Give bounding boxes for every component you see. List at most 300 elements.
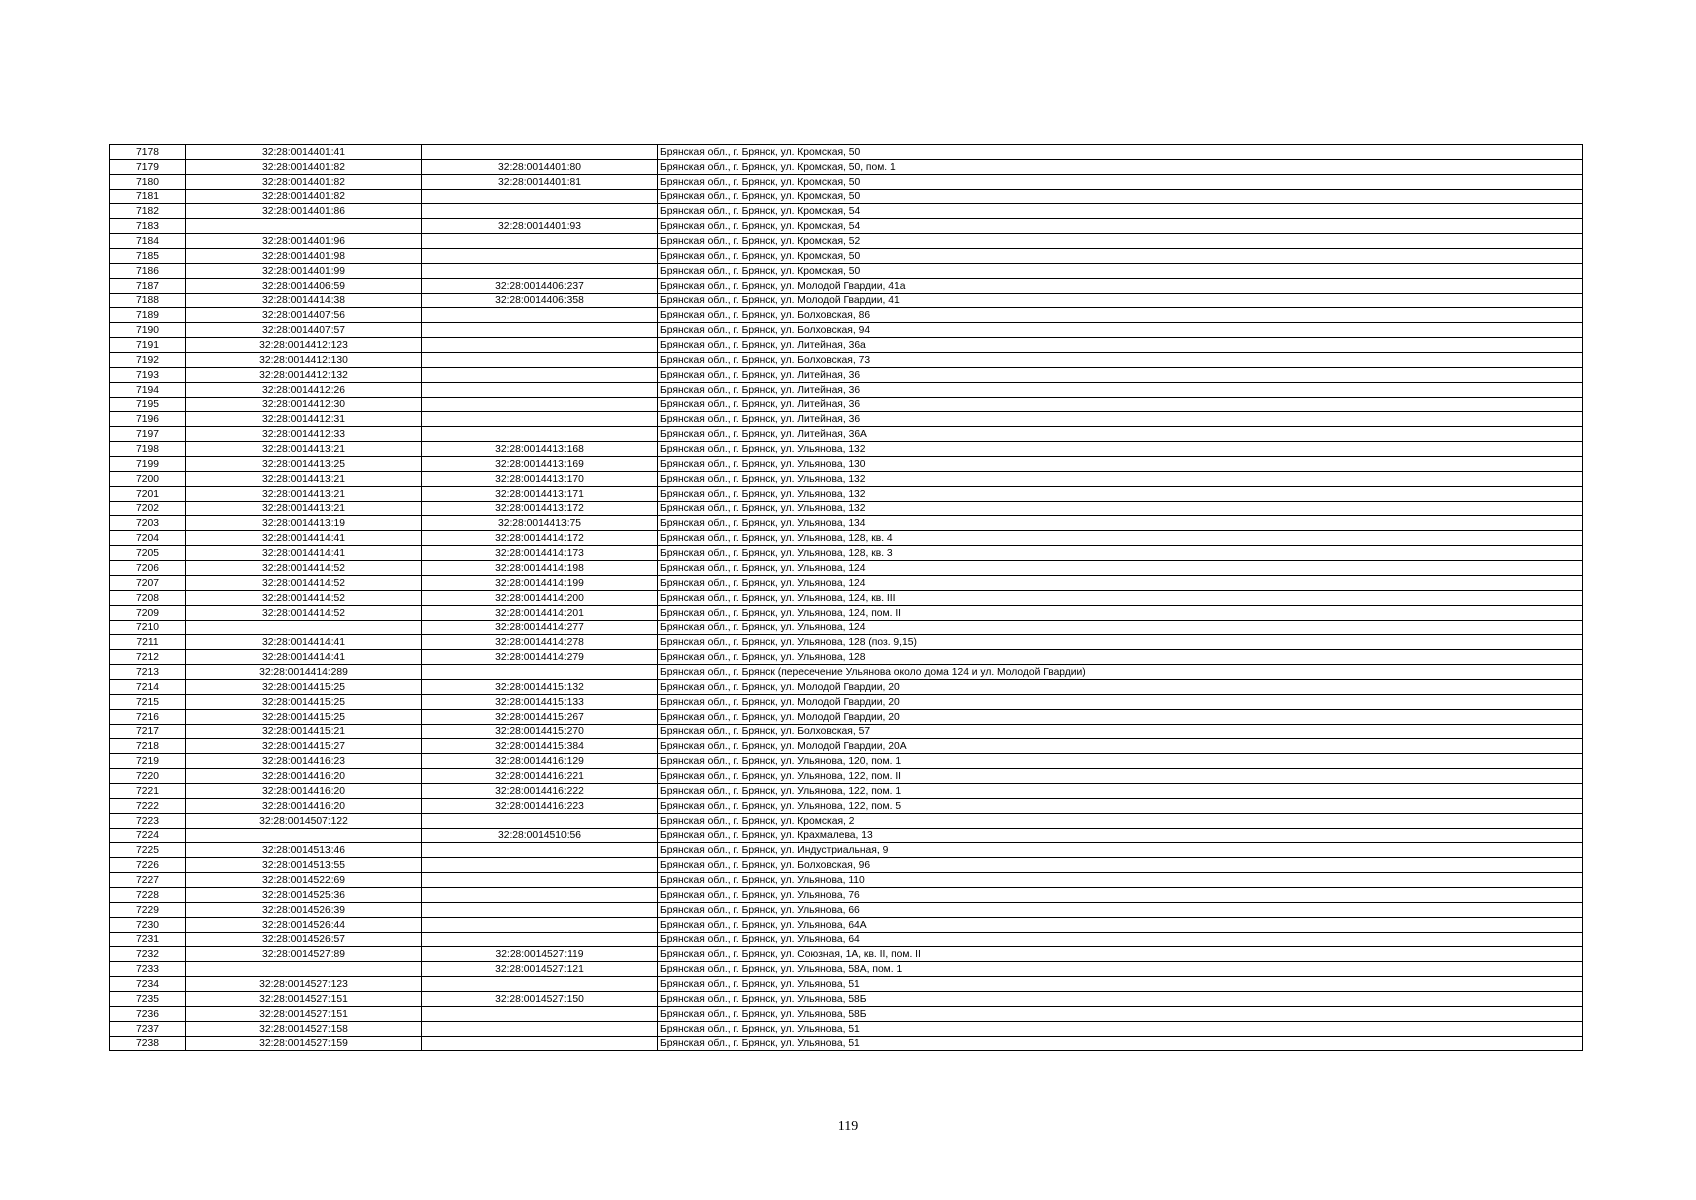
table-row [110, 605, 1583, 620]
row-number-cell: 7215 [110, 694, 186, 709]
address-cell: Брянская обл., г. Брянск, ул. Ульянова, 120, пом. 1 [658, 754, 1583, 769]
row-number-cell: 7216 [110, 709, 186, 724]
row-number-cell: 7199 [110, 457, 186, 472]
address-cell: Брянская обл., г. Брянск, ул. Ульянова, 66 [658, 902, 1583, 917]
cadastral-number-cell: 32:28:0014527:159 [186, 1036, 422, 1051]
row-number-cell: 7237 [110, 1021, 186, 1036]
cadastral-number-cell: 32:28:0014413:19 [186, 516, 422, 531]
table-row [110, 486, 1583, 501]
cadastral-number-cell: 32:28:0014401:41 [186, 145, 422, 160]
related-cadastral-number-cell [422, 427, 658, 442]
cadastral-number-cell: 32:28:0014407:57 [186, 323, 422, 338]
cadastral-number-cell: 32:28:0014522:69 [186, 873, 422, 888]
cadastral-number-cell: 32:28:0014415:21 [186, 724, 422, 739]
cadastral-number-cell: 32:28:0014525:36 [186, 887, 422, 902]
cadastral-number-cell: 32:28:0014415:25 [186, 679, 422, 694]
row-number-cell: 7220 [110, 769, 186, 784]
related-cadastral-number-cell: 32:28:0014414:198 [422, 561, 658, 576]
address-cell: Брянская обл., г. Брянск, ул. Ульянова, 124 [658, 561, 1583, 576]
address-cell: Брянская обл., г. Брянск, ул. Ульянова, 51 [658, 977, 1583, 992]
address-cell: Брянская обл., г. Брянск, ул. Литейная, 36 [658, 412, 1583, 427]
table-row [110, 991, 1583, 1006]
table-row [110, 204, 1583, 219]
cadastral-number-cell: 32:28:0014513:46 [186, 843, 422, 858]
address-cell: Брянская обл., г. Брянск, ул. Ульянова, 124 [658, 575, 1583, 590]
related-cadastral-number-cell: 32:28:0014414:278 [422, 635, 658, 650]
related-cadastral-number-cell [422, 412, 658, 427]
address-cell: Брянская обл., г. Брянск, ул. Ульянова, 58Б [658, 1006, 1583, 1021]
cadastral-number-cell: 32:28:0014412:30 [186, 397, 422, 412]
cadastral-number-cell: 32:28:0014414:289 [186, 665, 422, 680]
row-number-cell: 7211 [110, 635, 186, 650]
row-number-cell: 7230 [110, 917, 186, 932]
table-row [110, 516, 1583, 531]
address-cell: Брянская обл., г. Брянск, ул. Союзная, 1А, кв. II, пом. II [658, 947, 1583, 962]
row-number-cell: 7213 [110, 665, 186, 680]
table-body [110, 145, 1583, 1051]
address-cell: Брянская обл., г. Брянск, ул. Ульянова, 132 [658, 442, 1583, 457]
row-number-cell: 7233 [110, 962, 186, 977]
address-cell: Брянская обл., г. Брянск (пересечение Ульянова около дома 124 и ул. Молодой Гвардии) [658, 665, 1583, 680]
table-row [110, 427, 1583, 442]
row-number-cell: 7198 [110, 442, 186, 457]
table-row [110, 754, 1583, 769]
cadastral-number-cell: 32:28:0014416:20 [186, 798, 422, 813]
row-number-cell: 7234 [110, 977, 186, 992]
row-number-cell: 7205 [110, 546, 186, 561]
address-cell: Брянская обл., г. Брянск, ул. Болховская, 94 [658, 323, 1583, 338]
row-number-cell: 7209 [110, 605, 186, 620]
related-cadastral-number-cell: 32:28:0014416:222 [422, 783, 658, 798]
related-cadastral-number-cell: 32:28:0014406:237 [422, 278, 658, 293]
cadastral-number-cell: 32:28:0014413:25 [186, 457, 422, 472]
table-row [110, 471, 1583, 486]
related-cadastral-number-cell: 32:28:0014414:279 [422, 650, 658, 665]
related-cadastral-number-cell: 32:28:0014416:221 [422, 769, 658, 784]
table-row [110, 887, 1583, 902]
related-cadastral-number-cell [422, 813, 658, 828]
table-row [110, 531, 1583, 546]
related-cadastral-number-cell [422, 204, 658, 219]
related-cadastral-number-cell: 32:28:0014527:121 [422, 962, 658, 977]
table-row [110, 724, 1583, 739]
row-number-cell: 7182 [110, 204, 186, 219]
row-number-cell: 7232 [110, 947, 186, 962]
table-row [110, 145, 1583, 160]
address-cell: Брянская обл., г. Брянск, ул. Молодой Гвардии, 41а [658, 278, 1583, 293]
address-cell: Брянская обл., г. Брянск, ул. Ульянова, 124, пом. II [658, 605, 1583, 620]
address-cell: Брянская обл., г. Брянск, ул. Кромская, 54 [658, 219, 1583, 234]
table-row [110, 679, 1583, 694]
table-row [110, 739, 1583, 754]
row-number-cell: 7228 [110, 887, 186, 902]
table-row [110, 902, 1583, 917]
row-number-cell: 7226 [110, 858, 186, 873]
row-number-cell: 7202 [110, 501, 186, 516]
cadastral-number-cell: 32:28:0014413:21 [186, 471, 422, 486]
row-number-cell: 7214 [110, 679, 186, 694]
cadastral-number-cell: 32:28:0014527:151 [186, 1006, 422, 1021]
related-cadastral-number-cell: 32:28:0014416:223 [422, 798, 658, 813]
row-number-cell: 7221 [110, 783, 186, 798]
cadastral-number-cell: 32:28:0014413:21 [186, 486, 422, 501]
cadastral-number-cell: 32:28:0014401:86 [186, 204, 422, 219]
table-row [110, 813, 1583, 828]
row-number-cell: 7188 [110, 293, 186, 308]
address-cell: Брянская обл., г. Брянск, ул. Ульянова, 51 [658, 1021, 1583, 1036]
cadastral-number-cell: 32:28:0014414:41 [186, 650, 422, 665]
table-row [110, 219, 1583, 234]
row-number-cell: 7223 [110, 813, 186, 828]
table-row [110, 1006, 1583, 1021]
related-cadastral-number-cell: 32:28:0014401:93 [422, 219, 658, 234]
related-cadastral-number-cell [422, 1021, 658, 1036]
address-cell: Брянская обл., г. Брянск, ул. Ульянова, 124, кв. III [658, 590, 1583, 605]
related-cadastral-number-cell [422, 189, 658, 204]
table-row [110, 442, 1583, 457]
table-row [110, 308, 1583, 323]
related-cadastral-number-cell [422, 977, 658, 992]
table-row [110, 174, 1583, 189]
row-number-cell: 7181 [110, 189, 186, 204]
table-row [110, 338, 1583, 353]
table-row [110, 159, 1583, 174]
address-cell: Брянская обл., г. Брянск, ул. Болховская, 73 [658, 353, 1583, 368]
address-cell: Брянская обл., г. Брянск, ул. Ульянова, 132 [658, 471, 1583, 486]
related-cadastral-number-cell: 32:28:0014413:75 [422, 516, 658, 531]
table-row [110, 457, 1583, 472]
address-cell: Брянская обл., г. Брянск, ул. Ульянова, 128 (поз. 9,15) [658, 635, 1583, 650]
address-cell: Брянская обл., г. Брянск, ул. Ульянова, 130 [658, 457, 1583, 472]
cadastral-number-cell: 32:28:0014416:20 [186, 783, 422, 798]
address-cell: Брянская обл., г. Брянск, ул. Ульянова, 128, кв. 4 [658, 531, 1583, 546]
table-row [110, 412, 1583, 427]
related-cadastral-number-cell: 32:28:0014414:277 [422, 620, 658, 635]
related-cadastral-number-cell [422, 843, 658, 858]
address-cell: Брянская обл., г. Брянск, ул. Молодой Гвардии, 20 [658, 694, 1583, 709]
address-cell: Брянская обл., г. Брянск, ул. Болховская, 86 [658, 308, 1583, 323]
table-row [110, 962, 1583, 977]
related-cadastral-number-cell [422, 887, 658, 902]
address-cell: Брянская обл., г. Брянск, ул. Крахмалева, 13 [658, 828, 1583, 843]
related-cadastral-number-cell: 32:28:0014401:80 [422, 159, 658, 174]
address-cell: Брянская обл., г. Брянск, ул. Ульянова, 58А, пом. 1 [658, 962, 1583, 977]
related-cadastral-number-cell: 32:28:0014401:81 [422, 174, 658, 189]
cadastral-number-cell: 32:28:0014401:82 [186, 174, 422, 189]
table-row [110, 828, 1583, 843]
address-cell: Брянская обл., г. Брянск, ул. Болховская, 96 [658, 858, 1583, 873]
cadastral-number-cell: 32:28:0014401:98 [186, 249, 422, 264]
address-cell: Брянская обл., г. Брянск, ул. Литейная, 36 [658, 397, 1583, 412]
cadastral-number-cell: 32:28:0014526:39 [186, 902, 422, 917]
table-row [110, 665, 1583, 680]
row-number-cell: 7189 [110, 308, 186, 323]
related-cadastral-number-cell: 32:28:0014414:201 [422, 605, 658, 620]
row-number-cell: 7207 [110, 575, 186, 590]
address-cell: Брянская обл., г. Брянск, ул. Литейная, 36а [658, 338, 1583, 353]
table-row [110, 977, 1583, 992]
address-cell: Брянская обл., г. Брянск, ул. Кромская, 50 [658, 145, 1583, 160]
related-cadastral-number-cell [422, 858, 658, 873]
row-number-cell: 7179 [110, 159, 186, 174]
table-row [110, 249, 1583, 264]
row-number-cell: 7197 [110, 427, 186, 442]
cadastral-number-cell: 32:28:0014412:123 [186, 338, 422, 353]
address-cell: Брянская обл., г. Брянск, ул. Ульянова, 122, пом. 1 [658, 783, 1583, 798]
cadastral-number-cell: 32:28:0014414:52 [186, 590, 422, 605]
cadastral-number-cell: 32:28:0014407:56 [186, 308, 422, 323]
cadastral-number-cell [186, 620, 422, 635]
table-row [110, 590, 1583, 605]
row-number-cell: 7195 [110, 397, 186, 412]
related-cadastral-number-cell: 32:28:0014527:119 [422, 947, 658, 962]
related-cadastral-number-cell: 32:28:0014413:171 [422, 486, 658, 501]
related-cadastral-number-cell [422, 932, 658, 947]
address-cell: Брянская обл., г. Брянск, ул. Литейная, 36А [658, 427, 1583, 442]
table-row [110, 353, 1583, 368]
related-cadastral-number-cell [422, 382, 658, 397]
address-cell: Брянская обл., г. Брянск, ул. Кромская, 50 [658, 189, 1583, 204]
row-number-cell: 7238 [110, 1036, 186, 1051]
address-cell: Брянская обл., г. Брянск, ул. Литейная, 36 [658, 382, 1583, 397]
related-cadastral-number-cell [422, 338, 658, 353]
address-cell: Брянская обл., г. Брянск, ул. Кромская, 50 [658, 263, 1583, 278]
row-number-cell: 7184 [110, 234, 186, 249]
cadastral-number-cell: 32:28:0014526:57 [186, 932, 422, 947]
row-number-cell: 7217 [110, 724, 186, 739]
row-number-cell: 7210 [110, 620, 186, 635]
table-row [110, 501, 1583, 516]
related-cadastral-number-cell: 32:28:0014415:132 [422, 679, 658, 694]
cadastral-number-cell: 32:28:0014527:89 [186, 947, 422, 962]
table-row [110, 1021, 1583, 1036]
row-number-cell: 7178 [110, 145, 186, 160]
related-cadastral-number-cell: 32:28:0014415:267 [422, 709, 658, 724]
address-cell: Брянская обл., г. Брянск, ул. Ульянова, 64А [658, 917, 1583, 932]
table-row [110, 546, 1583, 561]
cadastral-number-cell: 32:28:0014415:27 [186, 739, 422, 754]
row-number-cell: 7218 [110, 739, 186, 754]
cadastral-number-cell: 32:28:0014416:23 [186, 754, 422, 769]
cadastral-number-cell: 32:28:0014414:41 [186, 531, 422, 546]
row-number-cell: 7190 [110, 323, 186, 338]
address-cell: Брянская обл., г. Брянск, ул. Молодой Гвардии, 20 [658, 709, 1583, 724]
related-cadastral-number-cell: 32:28:0014406:358 [422, 293, 658, 308]
related-cadastral-number-cell [422, 323, 658, 338]
address-cell: Брянская обл., г. Брянск, ул. Ульянова, 132 [658, 501, 1583, 516]
row-number-cell: 7192 [110, 353, 186, 368]
cadastral-number-cell: 32:28:0014412:31 [186, 412, 422, 427]
cadastral-number-cell: 32:28:0014415:25 [186, 709, 422, 724]
related-cadastral-number-cell: 32:28:0014414:200 [422, 590, 658, 605]
row-number-cell: 7185 [110, 249, 186, 264]
cadastral-number-cell: 32:28:0014527:158 [186, 1021, 422, 1036]
row-number-cell: 7236 [110, 1006, 186, 1021]
address-cell: Брянская обл., г. Брянск, ул. Ульянова, 110 [658, 873, 1583, 888]
row-number-cell: 7229 [110, 902, 186, 917]
related-cadastral-number-cell: 32:28:0014414:173 [422, 546, 658, 561]
row-number-cell: 7191 [110, 338, 186, 353]
cadastral-number-cell: 32:28:0014412:33 [186, 427, 422, 442]
row-number-cell: 7183 [110, 219, 186, 234]
related-cadastral-number-cell: 32:28:0014415:133 [422, 694, 658, 709]
related-cadastral-number-cell: 32:28:0014416:129 [422, 754, 658, 769]
cadastral-number-cell: 32:28:0014413:21 [186, 501, 422, 516]
table-row [110, 798, 1583, 813]
related-cadastral-number-cell: 32:28:0014413:168 [422, 442, 658, 457]
related-cadastral-number-cell: 32:28:0014415:270 [422, 724, 658, 739]
row-number-cell: 7206 [110, 561, 186, 576]
cadastral-number-cell [186, 962, 422, 977]
table-row [110, 293, 1583, 308]
address-cell: Брянская обл., г. Брянск, ул. Кромская, 50, пом. 1 [658, 159, 1583, 174]
related-cadastral-number-cell [422, 873, 658, 888]
address-cell: Брянская обл., г. Брянск, ул. Ульянова, 51 [658, 1036, 1583, 1051]
address-cell: Брянская обл., г. Брянск, ул. Ульянова, 122, пом. II [658, 769, 1583, 784]
related-cadastral-number-cell [422, 249, 658, 264]
related-cadastral-number-cell [422, 367, 658, 382]
table-row [110, 1036, 1583, 1051]
row-number-cell: 7219 [110, 754, 186, 769]
cadastral-number-cell: 32:28:0014527:123 [186, 977, 422, 992]
cadastral-number-cell: 32:28:0014412:132 [186, 367, 422, 382]
cadastral-number-cell: 32:28:0014507:122 [186, 813, 422, 828]
address-cell: Брянская обл., г. Брянск, ул. Ульянова, 76 [658, 887, 1583, 902]
related-cadastral-number-cell [422, 234, 658, 249]
row-number-cell: 7225 [110, 843, 186, 858]
cadastral-number-cell [186, 219, 422, 234]
cadastral-number-cell: 32:28:0014414:52 [186, 561, 422, 576]
row-number-cell: 7194 [110, 382, 186, 397]
table-row [110, 709, 1583, 724]
address-cell: Брянская обл., г. Брянск, ул. Молодой Гвардии, 41 [658, 293, 1583, 308]
cadastral-number-cell: 32:28:0014526:44 [186, 917, 422, 932]
row-number-cell: 7196 [110, 412, 186, 427]
cadastral-number-cell: 32:28:0014401:82 [186, 189, 422, 204]
row-number-cell: 7227 [110, 873, 186, 888]
table-row [110, 873, 1583, 888]
row-number-cell: 7231 [110, 932, 186, 947]
table-row [110, 769, 1583, 784]
page-number: 119 [837, 1119, 859, 1134]
address-cell: Брянская обл., г. Брянск, ул. Индустриальная, 9 [658, 843, 1583, 858]
cadastral-registry-table [109, 144, 1583, 1051]
table-row [110, 858, 1583, 873]
address-cell: Брянская обл., г. Брянск, ул. Ульянова, 132 [658, 486, 1583, 501]
address-cell: Брянская обл., г. Брянск, ул. Кромская, 2 [658, 813, 1583, 828]
table-row [110, 278, 1583, 293]
table-row [110, 650, 1583, 665]
table-row [110, 694, 1583, 709]
cadastral-number-cell: 32:28:0014401:99 [186, 263, 422, 278]
table-row [110, 932, 1583, 947]
address-cell: Брянская обл., г. Брянск, ул. Молодой Гвардии, 20А [658, 739, 1583, 754]
related-cadastral-number-cell: 32:28:0014413:172 [422, 501, 658, 516]
row-number-cell: 7203 [110, 516, 186, 531]
address-cell: Брянская обл., г. Брянск, ул. Ульянова, 64 [658, 932, 1583, 947]
cadastral-number-cell: 32:28:0014527:151 [186, 991, 422, 1006]
address-cell: Брянская обл., г. Брянск, ул. Кромская, 50 [658, 249, 1583, 264]
table-row [110, 947, 1583, 962]
address-cell: Брянская обл., г. Брянск, ул. Молодой Гвардии, 20 [658, 679, 1583, 694]
cadastral-number-cell: 32:28:0014513:55 [186, 858, 422, 873]
related-cadastral-number-cell [422, 1036, 658, 1051]
table-row [110, 575, 1583, 590]
cadastral-number-cell: 32:28:0014414:41 [186, 546, 422, 561]
row-number-cell: 7204 [110, 531, 186, 546]
table-row [110, 263, 1583, 278]
cadastral-number-cell: 32:28:0014413:21 [186, 442, 422, 457]
related-cadastral-number-cell [422, 353, 658, 368]
table-row [110, 620, 1583, 635]
related-cadastral-number-cell: 32:28:0014510:56 [422, 828, 658, 843]
table-row [110, 397, 1583, 412]
related-cadastral-number-cell [422, 665, 658, 680]
row-number-cell: 7180 [110, 174, 186, 189]
table-row [110, 635, 1583, 650]
related-cadastral-number-cell [422, 263, 658, 278]
cadastral-number-cell: 32:28:0014412:130 [186, 353, 422, 368]
address-cell: Брянская обл., г. Брянск, ул. Ульянова, 58Б [658, 991, 1583, 1006]
related-cadastral-number-cell: 32:28:0014414:172 [422, 531, 658, 546]
related-cadastral-number-cell [422, 1006, 658, 1021]
row-number-cell: 7212 [110, 650, 186, 665]
related-cadastral-number-cell: 32:28:0014413:170 [422, 471, 658, 486]
related-cadastral-number-cell: 32:28:0014414:199 [422, 575, 658, 590]
cadastral-number-cell: 32:28:0014415:25 [186, 694, 422, 709]
table-row [110, 917, 1583, 932]
table-row [110, 843, 1583, 858]
cadastral-number-cell: 32:28:0014412:26 [186, 382, 422, 397]
cadastral-number-cell: 32:28:0014406:59 [186, 278, 422, 293]
cadastral-number-cell: 32:28:0014416:20 [186, 769, 422, 784]
cadastral-number-cell: 32:28:0014401:82 [186, 159, 422, 174]
address-cell: Брянская обл., г. Брянск, ул. Ульянова, 128, кв. 3 [658, 546, 1583, 561]
row-number-cell: 7200 [110, 471, 186, 486]
related-cadastral-number-cell [422, 917, 658, 932]
address-cell: Брянская обл., г. Брянск, ул. Кромская, 52 [658, 234, 1583, 249]
row-number-cell: 7224 [110, 828, 186, 843]
related-cadastral-number-cell: 32:28:0014415:384 [422, 739, 658, 754]
related-cadastral-number-cell: 32:28:0014413:169 [422, 457, 658, 472]
row-number-cell: 7186 [110, 263, 186, 278]
related-cadastral-number-cell [422, 902, 658, 917]
row-number-cell: 7235 [110, 991, 186, 1006]
related-cadastral-number-cell [422, 397, 658, 412]
cadastral-number-cell: 32:28:0014414:38 [186, 293, 422, 308]
address-cell: Брянская обл., г. Брянск, ул. Ульянова, 128 [658, 650, 1583, 665]
row-number-cell: 7222 [110, 798, 186, 813]
row-number-cell: 7201 [110, 486, 186, 501]
address-cell: Брянская обл., г. Брянск, ул. Ульянова, 122, пом. 5 [658, 798, 1583, 813]
table-row [110, 323, 1583, 338]
cadastral-number-cell [186, 828, 422, 843]
address-cell: Брянская обл., г. Брянск, ул. Болховская, 57 [658, 724, 1583, 739]
table-row [110, 382, 1583, 397]
row-number-cell: 7193 [110, 367, 186, 382]
table-row [110, 189, 1583, 204]
related-cadastral-number-cell: 32:28:0014527:150 [422, 991, 658, 1006]
table-row [110, 367, 1583, 382]
address-cell: Брянская обл., г. Брянск, ул. Ульянова, 124 [658, 620, 1583, 635]
cadastral-number-cell: 32:28:0014414:41 [186, 635, 422, 650]
cadastral-number-cell: 32:28:0014414:52 [186, 575, 422, 590]
cadastral-number-cell: 32:28:0014414:52 [186, 605, 422, 620]
address-cell: Брянская обл., г. Брянск, ул. Кромская, 50 [658, 174, 1583, 189]
related-cadastral-number-cell [422, 145, 658, 160]
row-number-cell: 7187 [110, 278, 186, 293]
address-cell: Брянская обл., г. Брянск, ул. Литейная, 36 [658, 367, 1583, 382]
